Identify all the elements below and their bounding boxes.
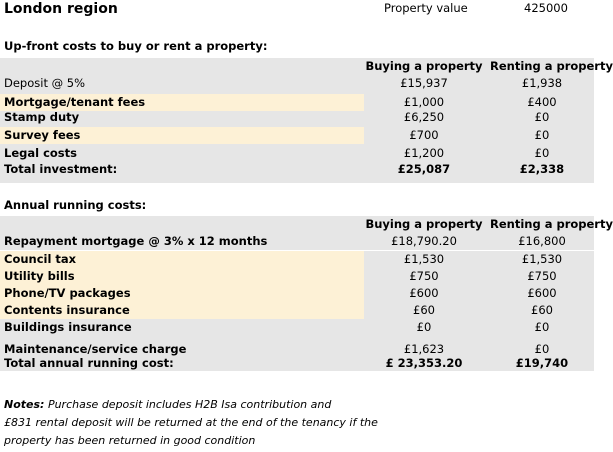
upfront-total-buy: £25,087 [397, 162, 451, 176]
upfront-row-rent: £400 [527, 95, 557, 109]
annual-row-label: Buildings insurance [4, 320, 132, 334]
upfront-total-label: Total investment: [4, 162, 118, 176]
upfront-col-rent: Renting a property [490, 59, 613, 73]
annual-row-buy: £750 [409, 269, 439, 283]
notes-text-1: Purchase deposit includes H2B Isa contribution and [47, 398, 332, 411]
annual-col-buy: Buying a property [365, 217, 483, 231]
annual-row-label: Council tax [4, 252, 77, 266]
upfront-col-buy: Buying a property [365, 59, 483, 73]
upfront-row-buy: £1,200 [403, 146, 445, 160]
annual-section-title: Annual running costs: [4, 198, 147, 212]
annual-row-label: Repayment mortgage @ 3% x 12 months [4, 234, 268, 248]
upfront-row-rent: £0 [534, 146, 550, 160]
annual-row-rent: £600 [527, 286, 557, 300]
upfront-section-title: Up-front costs to buy or rent a property: [4, 39, 268, 53]
annual-row-buy: £0 [416, 320, 432, 334]
annual-total-rent: £19,740 [515, 356, 569, 370]
annual-row-buy: £60 [413, 303, 435, 317]
annual-total-label: Total annual running cost: [4, 356, 174, 370]
upfront-row-buy: £6,250 [403, 110, 445, 124]
annual-row-label: Maintenance/service charge [4, 342, 187, 356]
annual-row-buy: £1,623 [403, 342, 445, 356]
annual-row-buy: £18,790.20 [391, 234, 457, 248]
notes-line-3: property has been returned in good condition [4, 434, 256, 447]
upfront-row-rent: £1,938 [521, 76, 563, 90]
annual-col-rent: Renting a property [490, 217, 613, 231]
annual-row-label: Phone/TV packages [4, 286, 131, 300]
annual-row-label: Contents insurance [4, 303, 130, 317]
notes-line-1 [4, 396, 331, 413]
upfront-row-rent: £0 [534, 110, 550, 124]
property-value-label: Property value [384, 1, 468, 15]
upfront-row-buy: £1,000 [403, 95, 445, 109]
annual-row-rent: £16,800 [518, 234, 566, 248]
upfront-row-label: Deposit @ 5% [4, 76, 86, 90]
annual-row-buy: £1,530 [403, 252, 445, 266]
annual-row-rent: £1,530 [521, 252, 563, 266]
annual-row-rent: £0 [534, 320, 550, 334]
notes-label: Notes: [4, 398, 45, 411]
upfront-total-rent: £2,338 [519, 162, 565, 176]
upfront-row-label: Legal costs [4, 146, 77, 160]
upfront-row-label: Mortgage/tenant fees [4, 95, 146, 109]
annual-row-label: Utility bills [4, 269, 75, 283]
upfront-row-buy: £700 [409, 128, 439, 142]
annual-row-rent: £750 [527, 269, 557, 283]
notes-line-2: £831 rental deposit will be returned at the end of the tenancy if the [4, 416, 378, 429]
annual-total-buy: £ 23,353.20 [385, 356, 463, 370]
annual-row-rent: £60 [531, 303, 553, 317]
region-title: London region [4, 1, 118, 17]
upfront-row-label: Survey fees [4, 128, 81, 142]
upfront-row-rent: £0 [534, 128, 550, 142]
upfront-row-label: Stamp duty [4, 110, 80, 124]
annual-row-buy: £600 [409, 286, 439, 300]
annual-row-rent: £0 [534, 342, 550, 356]
upfront-row-buy: £15,937 [400, 76, 448, 90]
property-value: 425000 [524, 1, 568, 15]
